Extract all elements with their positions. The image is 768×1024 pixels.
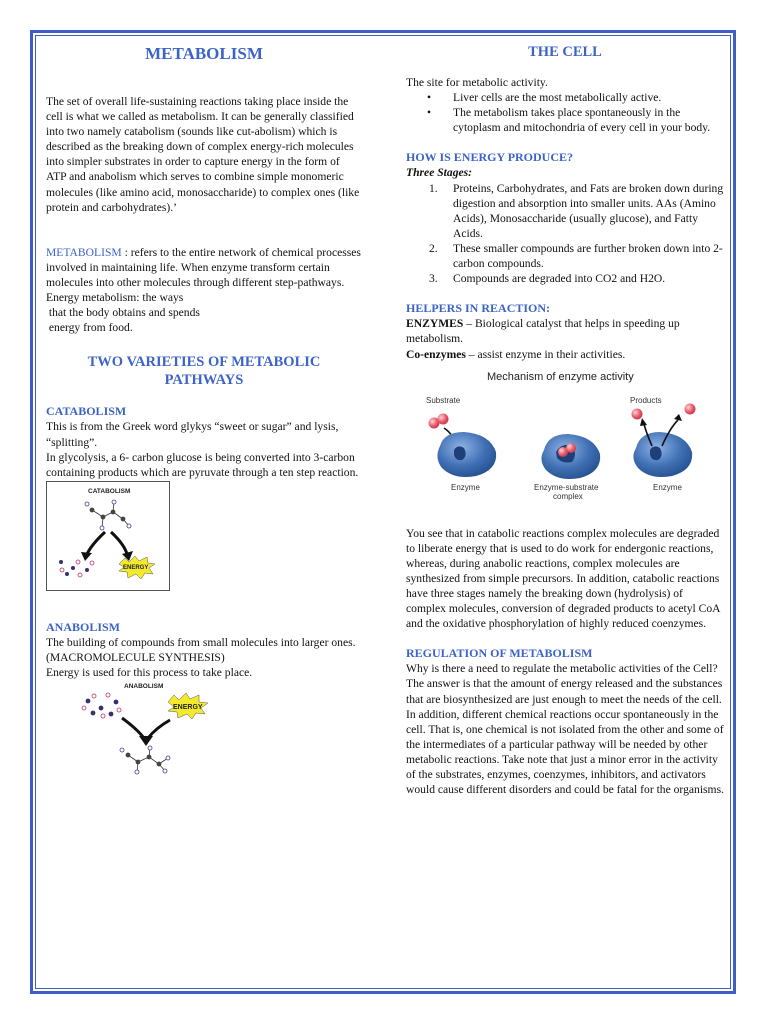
catabolism-heading: CATABOLISM xyxy=(46,404,127,419)
metabolism-intro: The set of overall life-sustaining reactions taking place inside the cell is what we called as metabolism. It can be generally classified into two namely catabolism (sounds like cut-abolism) which is described as the breaking down of complex energy-rich molecules into simpler substrates in order to capture energy in the form of ATP and anabolism which serves to combine simple monomeric molecules (like amino acid, monosaccharide) to complex ones (like protein and carbohydrates).’ xyxy=(46,95,360,214)
cell-title: THE CELL xyxy=(528,44,602,60)
enzyme-mechanism-figure xyxy=(406,366,714,506)
regulation-paragraph: Why is there a need to regulate the metabolic activities of the Cell? The answer is that the amount of energy released and the substances that are biosynthesized are just enough to meet the needs of the cell. In addition, different chemical reactions occur spontaneously in the cell. That is, one chemical is not isolated from the other and some of the intermediates of a particular pathway will be needed by other metabolic reactions. Take note that just a minor error in the activity of the substrates, enzymes, coenzymes, inhibitors, and activators would cause different disorders and could be fatal for the organisms. xyxy=(406,662,724,797)
cell-bullet-text: Liver cells are the most metabolically active. xyxy=(453,91,662,105)
enzyme-left-label: Enzyme xyxy=(451,482,480,492)
energy-metabolism-line-2: that the body obtains and spends xyxy=(46,306,200,320)
bullet-marker: • xyxy=(427,106,432,120)
enzymes-term: ENZYMES xyxy=(406,317,464,331)
helpers-heading: HELPERS IN REACTION: xyxy=(406,301,551,316)
metabolism-definition-text: : refers to the entire network of chemical processes involved in maintaining life. When enzyme transform certain molecules into other molecules through different step-pathways. xyxy=(46,245,361,289)
stage-number: 1. xyxy=(429,181,438,195)
varieties-title: TWO VARIETIES OF METABOLIC PATHWAYS xyxy=(87,354,321,389)
stage-item xyxy=(429,241,724,271)
anabolism-paragraph-2: Energy is used for this process to take place. xyxy=(46,666,253,680)
catabolism-energy-label: ENERGY xyxy=(123,564,149,571)
enzyme-mechanism-diagram xyxy=(406,366,714,506)
catabolism-paragraph-1: This is from the Greek word glykys “sweet or sugar” and lysis, “splitting”. xyxy=(46,420,339,449)
complex-label-line-1: Enzyme-substrate xyxy=(534,482,599,492)
anabolism-heading: ANABOLISM xyxy=(46,619,121,634)
anabolism-figure-label: ANABOLISM xyxy=(124,683,164,691)
left-column xyxy=(46,42,362,780)
substrate-label: Substrate xyxy=(426,395,461,405)
energy-metabolism-line-1: Energy metabolism: the ways xyxy=(46,291,184,305)
stage-item xyxy=(429,181,724,241)
coenzymes-def-text: – assist enzyme in their activities. xyxy=(465,347,626,361)
metabolism-keyword: METABOLISM xyxy=(46,245,122,259)
anabolism-diagram xyxy=(46,680,246,780)
enzymes-def-text: – Biological catalyst that helps in speeding up metabolism. xyxy=(406,317,680,346)
enzymes-definition xyxy=(406,316,724,346)
catabolism-paragraph-2: In glycolysis, a 6- carbon glucose is being converted into 3-carbon containing products which are pyruvate through a ten step reaction. xyxy=(46,450,359,479)
right-column xyxy=(406,42,724,797)
stage-number: 3. xyxy=(429,272,438,286)
stage-text: Compounds are degraded into CO2 and H2O. xyxy=(453,272,666,286)
stage-number: 2. xyxy=(429,241,438,255)
cell-bullet-item xyxy=(427,105,724,135)
anabolism-energy-label: ENERGY xyxy=(173,704,203,712)
stages-label: Three Stages: xyxy=(406,166,473,180)
complex-label-line-2: complex xyxy=(553,491,583,501)
enzyme-right-label: Enzyme xyxy=(653,482,682,492)
energy-heading: HOW IS ENERGY PRODUCE? xyxy=(406,150,574,165)
cell-bullet-list xyxy=(406,90,724,135)
stage-text: Proteins, Carbohydrates, and Fats are broken down during digestion and absorption into smaller units. AAs (Amino Acids), Monosaccharide (usually glucose), and Fatty Acids. xyxy=(453,181,724,240)
metabolism-definition xyxy=(46,245,362,290)
stage-item xyxy=(429,271,724,286)
bullet-marker: • xyxy=(427,91,432,105)
catabolism-figure xyxy=(46,481,170,591)
coenzymes-definition xyxy=(406,347,724,362)
anabolism-paragraph-1: The building of compounds from small molecules into larger ones. (MACROMOLECULE SYNTHESIS) xyxy=(46,635,356,664)
cell-bullet-text: The metabolism takes place spontaneously in the cytoplasm and mitochondria of every cell in your body. xyxy=(453,106,711,135)
energy-metabolism-line-3: energy from food. xyxy=(46,321,133,335)
regulation-heading: REGULATION OF METABOLISM xyxy=(406,646,593,661)
cell-bullet-item xyxy=(427,90,724,105)
anabolism-figure xyxy=(46,680,246,780)
metabolism-title: METABOLISM xyxy=(145,44,263,63)
stages-list xyxy=(406,181,724,287)
catabolism-figure-label: CATABOLISM xyxy=(88,487,131,495)
mechanism-title: Mechanism of enzyme activity xyxy=(487,370,634,383)
products-label: Products xyxy=(630,395,662,405)
coenzymes-term: Co-enzymes xyxy=(406,347,466,361)
catabolic-paragraph: You see that in catabolic reactions complex molecules are degraded to liberate energy that is used to do work for endergonic reactions, whereas, during anabolic reactions, complex molecules are synthesized from simple precursors. In addition, catabolic reactions have three stages namely the breaking down (hydrolysis) of complex molecules, conversion of degraded products to acetyl CoA and the oxidative phosphorylation of highly reduced coenzymes. xyxy=(406,526,720,631)
cell-intro: The site for metabolic activity. xyxy=(406,76,548,89)
stage-text: These smaller compounds are further broken down into 2-carbon compounds. xyxy=(453,241,723,271)
catabolism-diagram xyxy=(47,482,169,590)
